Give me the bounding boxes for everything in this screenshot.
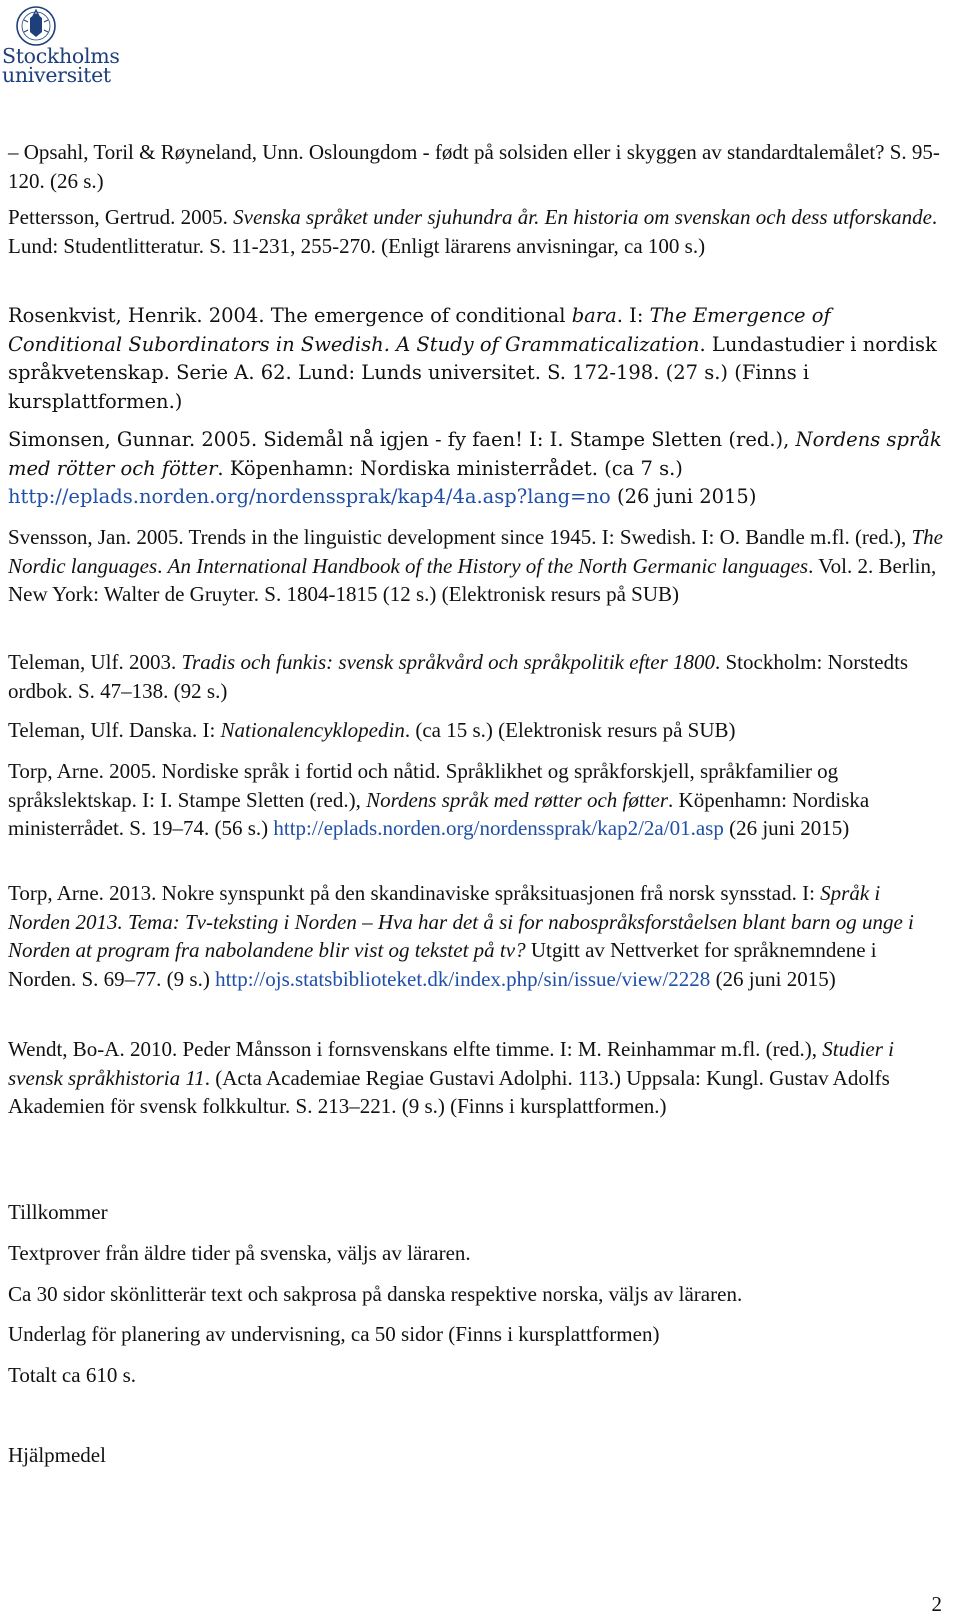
reference-entry: Svensson, Jan. 2005. Trends in the linguistic development since 1945. I: Swedish. I: O. Bandle m.fl. (red.), The Nordic languages. An International Handbook of the History of the North Germanic languages. Vol. 2. Berlin, New York: Walter de Gruyter. S. 1804-1815 (12 s.) (Elektronisk resurs på SUB) [8, 525, 943, 606]
reference-entry: Wendt, Bo-A. 2010. Peder Månsson i fornsvenskans elfte timme. I: M. Reinhammar m.fl. (red.), Studier i svensk språkhistoria 11. (Acta Academiae Regiae Gustavi Adolphi. 113.) Uppsala: Kungl. Gustav Adolfs Akademien för svensk folkkultur. S. 213–221. (9 s.) (Finns i kursplattformen.) [8, 1037, 894, 1118]
reference-entry: Teleman, Ulf. 2003. Tradis och funkis: svensk språkvård och språkpolitik efter 1800. Stockholm: Norstedts ordbok. S. 47–138. (92 s.) [8, 650, 909, 703]
section-heading-tillkommer: Tillkommer [8, 1200, 108, 1224]
reference-entry: Rosenkvist, Henrik. 2004. The emergence of conditional bara. I: The Emergence of Conditional Subordinators in Swedish. A Study of Grammaticalization. Lundastudier i nordisk språkvetenskap. Serie A. 62. Lund: Lunds universitet. S. 172-198. (27 s.) (Finns i kursplattformen.) [8, 304, 937, 413]
reference-link[interactable]: http://eplads.norden.org/nordenssprak/kap4/4a.asp?lang=no [8, 485, 611, 508]
tillkommer-line: Ca 30 sidor skönlitterär text och sakprosa på danska respektive norska, väljs av läraren. [8, 1282, 743, 1306]
section-heading-hjalpmedel: Hjälpmedel [8, 1443, 106, 1467]
reference-entry: Torp, Arne. 2013. Nokre synspunkt på den skandinaviske språksituasjonen frå norsk synsstad. I: Språk i Norden 2013. Tema: Tv-teksting i Norden – Hva har det å si for nabospråksforståelsen blant barn og unge i Norden at program fra nabolandene blir vist og tekstet på tv? Utgitt av Nettverket for språknemndene i Norden. S. 69–77. (9 s.) http://ojs.statsbiblioteket.dk/index.php/sin/issue/view/2228 (26 juni 2015) [8, 881, 914, 991]
reference-link[interactable]: http://eplads.norden.org/nordenssprak/kap2/2a/01.asp [273, 816, 724, 840]
reference-entry: Teleman, Ulf. Danska. I: Nationalencyklopedin. (ca 15 s.) (Elektronisk resurs på SUB) [8, 718, 736, 742]
logo-name-line2: universitet [2, 63, 111, 87]
tillkommer-line: Underlag för planering av undervisning, ca 50 sidor (Finns i kursplattformen) [8, 1322, 660, 1346]
reference-link[interactable]: http://ojs.statsbiblioteket.dk/index.php/sin/issue/view/2228 [215, 966, 711, 991]
reference-entry: Torp, Arne. 2005. Nordiske språk i fortid och nåtid. Språklikhet og språkforskjell, språkfamilier og språkslektskap. I: I. Stampe Sletten (red.), Nordens språk med røtter och føtter. Köpenhamn: Nordiska ministerrådet. S. 19–74. (56 s.) http://eplads.norden.org/nordenssprak/kap2/2a/01.asp (26 juni 2015) [8, 759, 870, 840]
reference-entry: Pettersson, Gertrud. 2005. Svenska språket under sjuhundra år. En historia om svenskan och dess utforskande. Lund: Studentlitteratur. S. 11-231, 255-270. (Enligt lärarens anvisningar, ca 100 s.) [8, 205, 938, 258]
tillkommer-line: Textprover från äldre tider på svenska, väljs av läraren. [8, 1241, 471, 1265]
tillkommer-total: Totalt ca 610 s. [8, 1363, 136, 1387]
reference-entry: Simonsen, Gunnar. 2005. Sidemål nå igjen - fy faen! I: I. Stampe Sletten (red.), Nordens språk med rötter och fötter. Köpenhamn: Nordiska ministerrådet. (ca 7 s.) http://eplads.norden.org/nordenssprak/kap4/4a.asp?lang=no (26 juni 2015) [8, 428, 942, 508]
logo-name-line1: Stockholms [2, 44, 120, 68]
page-number: 2 [931, 1592, 942, 1616]
reference-entry: – Opsahl, Toril & Røyneland, Unn. Osloungdom - født på solsiden eller i skyggen av standardtalemålet? S. 95-120. (26 s.) [8, 140, 940, 193]
